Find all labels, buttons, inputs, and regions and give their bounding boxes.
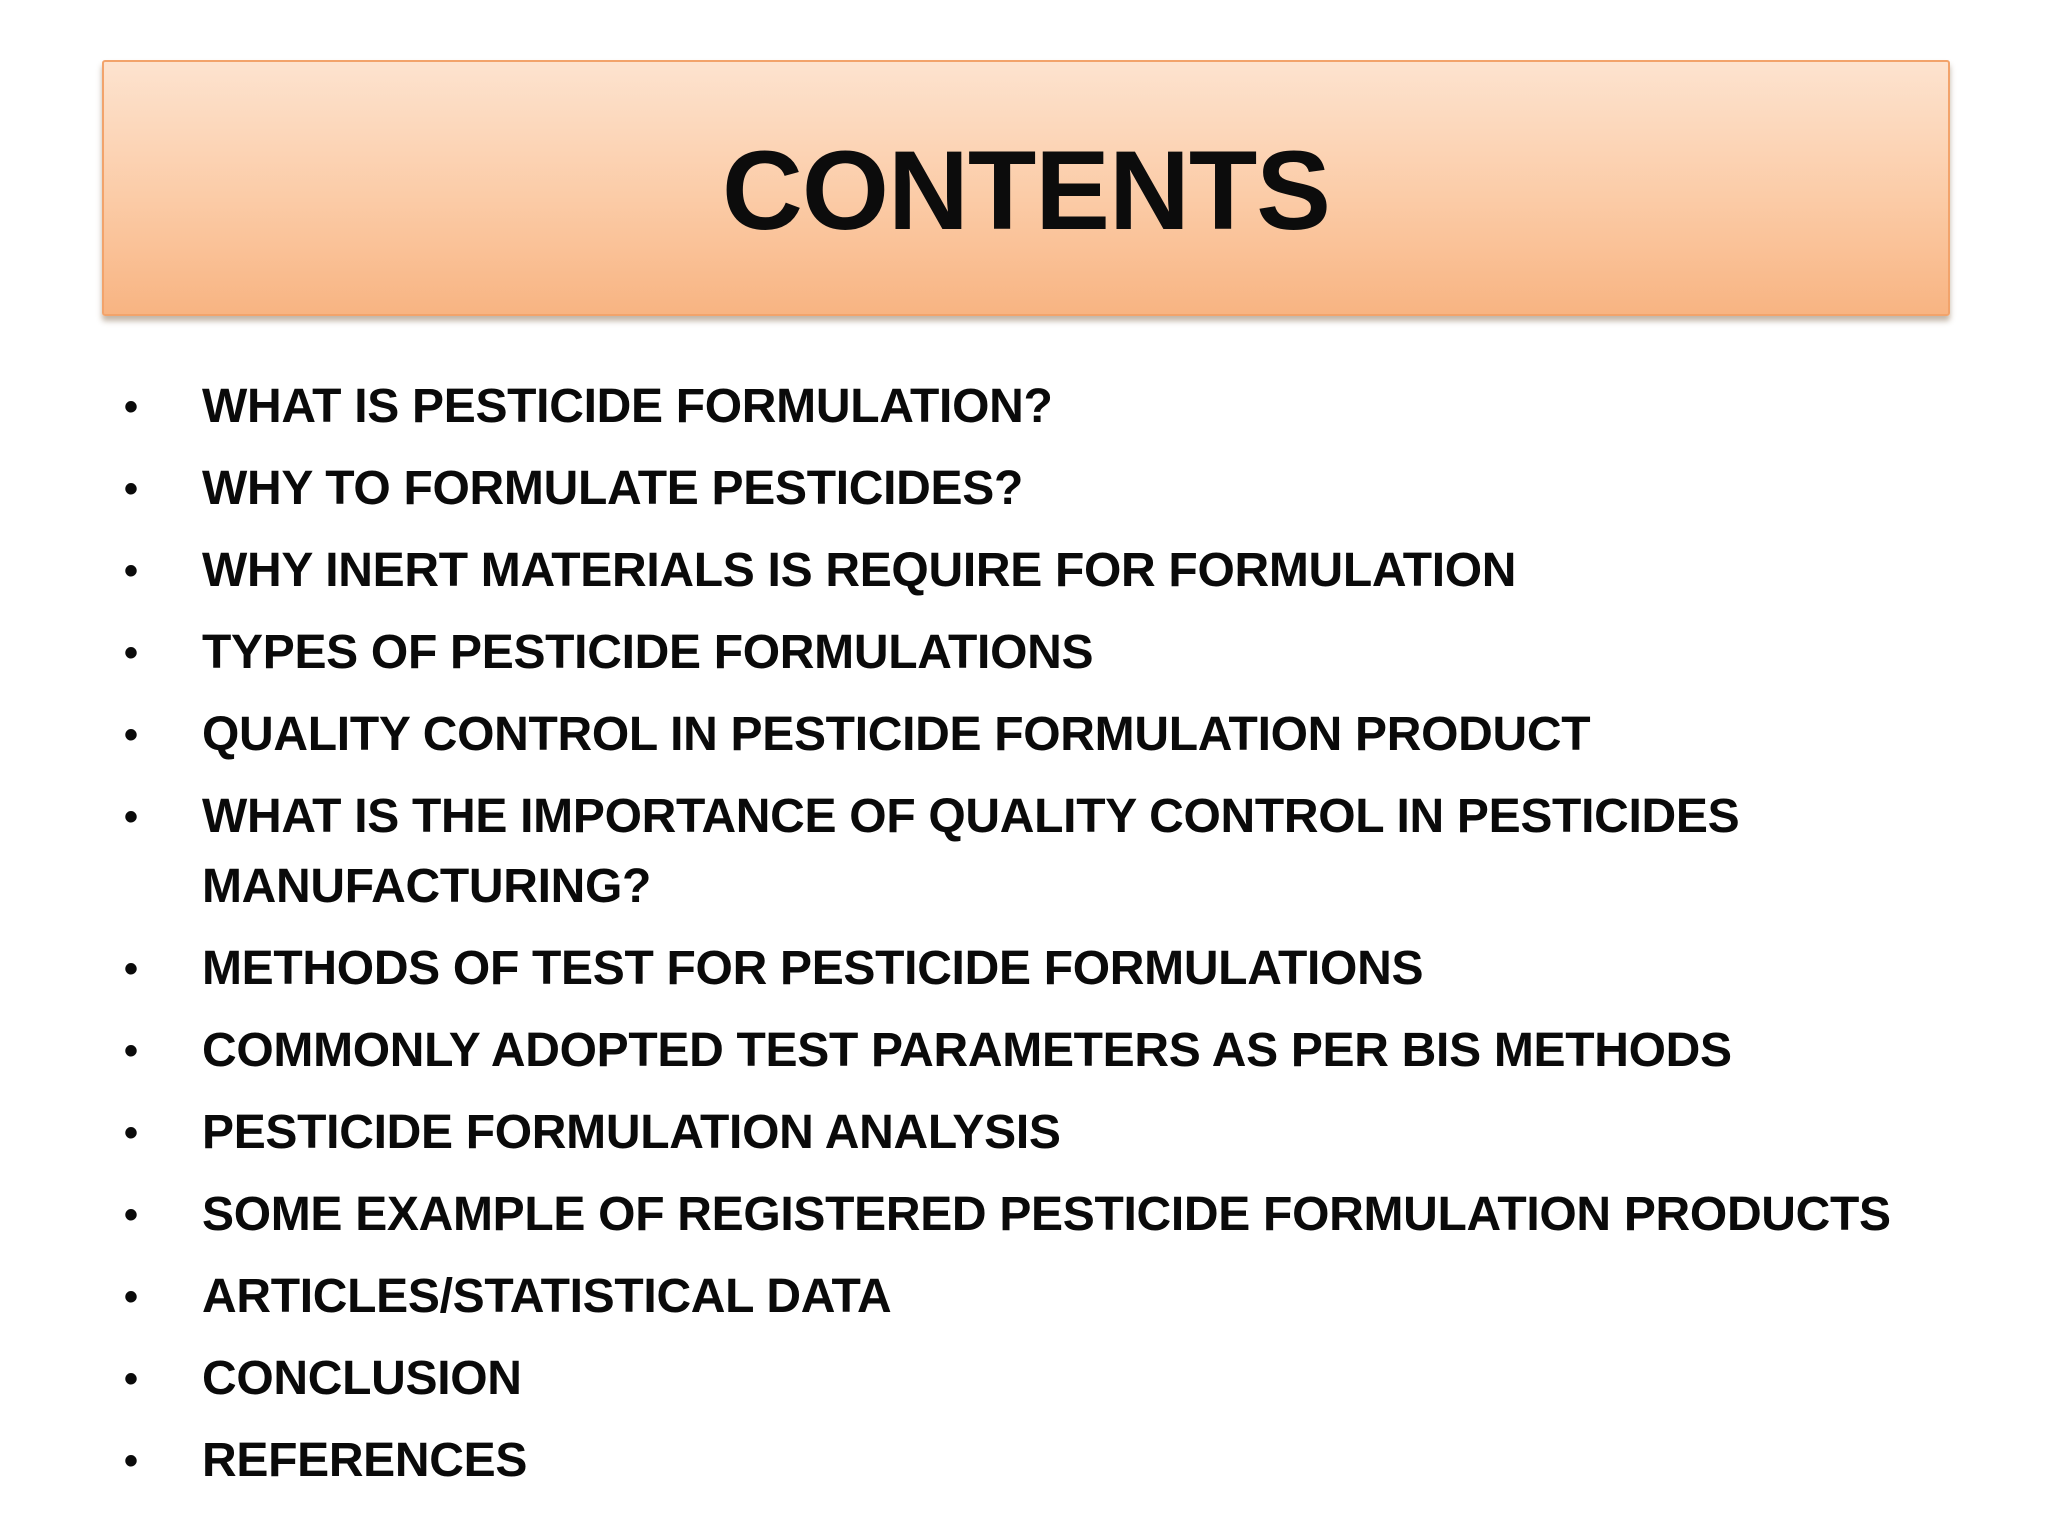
- list-item-text: WHY INERT MATERIALS IS REQUIRE FOR FORMULATION: [202, 544, 1517, 597]
- list-item-text: REFERENCES: [202, 1434, 528, 1487]
- list-item: [118, 1016, 1978, 1086]
- list-item: [118, 1426, 1978, 1496]
- contents-list: [118, 372, 1978, 1508]
- list-item-text: TYPES OF PESTICIDE FORMULATIONS: [202, 626, 1094, 679]
- list-item: [118, 782, 1978, 922]
- bullet-icon: •: [124, 385, 138, 429]
- list-item: [118, 1262, 1978, 1332]
- list-item: [118, 454, 1978, 524]
- list-item: [118, 372, 1978, 442]
- bullet-icon: •: [124, 1193, 138, 1237]
- list-item-text: WHY TO FORMULATE PESTICIDES?: [202, 462, 1023, 515]
- list-item-text: ARTICLES/STATISTICAL DATA: [202, 1270, 892, 1323]
- bullet-icon: •: [124, 631, 138, 675]
- list-item-text: PESTICIDE FORMULATION ANALYSIS: [202, 1106, 1061, 1159]
- list-item: [118, 700, 1978, 770]
- bullet-icon: •: [124, 467, 138, 511]
- bullet-icon: •: [124, 713, 138, 757]
- list-item-text: QUALITY CONTROL IN PESTICIDE FORMULATION PRODUCT: [202, 708, 1591, 761]
- list-item: [118, 1344, 1978, 1414]
- title-banner: [102, 60, 1950, 316]
- list-item-text: METHODS OF TEST FOR PESTICIDE FORMULATIONS: [202, 942, 1424, 995]
- list-item: [118, 618, 1978, 688]
- list-item: [118, 1098, 1978, 1168]
- list-item: [118, 536, 1978, 606]
- list-item: [118, 1180, 1978, 1250]
- bullet-icon: •: [124, 1029, 138, 1073]
- list-item-text: WHAT IS THE IMPORTANCE OF QUALITY CONTROL IN PESTICIDES MANUFACTURING?: [202, 790, 1740, 913]
- bullet-icon: •: [124, 947, 138, 991]
- list-item-text: WHAT IS PESTICIDE FORMULATION?: [202, 380, 1053, 433]
- list-item-text: SOME EXAMPLE OF REGISTERED PESTICIDE FORMULATION PRODUCTS: [202, 1188, 1891, 1241]
- list-item-text: COMMONLY ADOPTED TEST PARAMETERS AS PER BIS METHODS: [202, 1024, 1732, 1077]
- bullet-icon: •: [124, 1111, 138, 1155]
- slide-title: CONTENTS: [722, 128, 1330, 253]
- bullet-icon: •: [124, 549, 138, 593]
- bullet-icon: •: [124, 1439, 138, 1483]
- bullet-icon: •: [124, 1275, 138, 1319]
- bullet-icon: •: [124, 1357, 138, 1401]
- bullet-icon: •: [124, 795, 138, 839]
- list-item-text: CONCLUSION: [202, 1352, 522, 1405]
- list-item: [118, 934, 1978, 1004]
